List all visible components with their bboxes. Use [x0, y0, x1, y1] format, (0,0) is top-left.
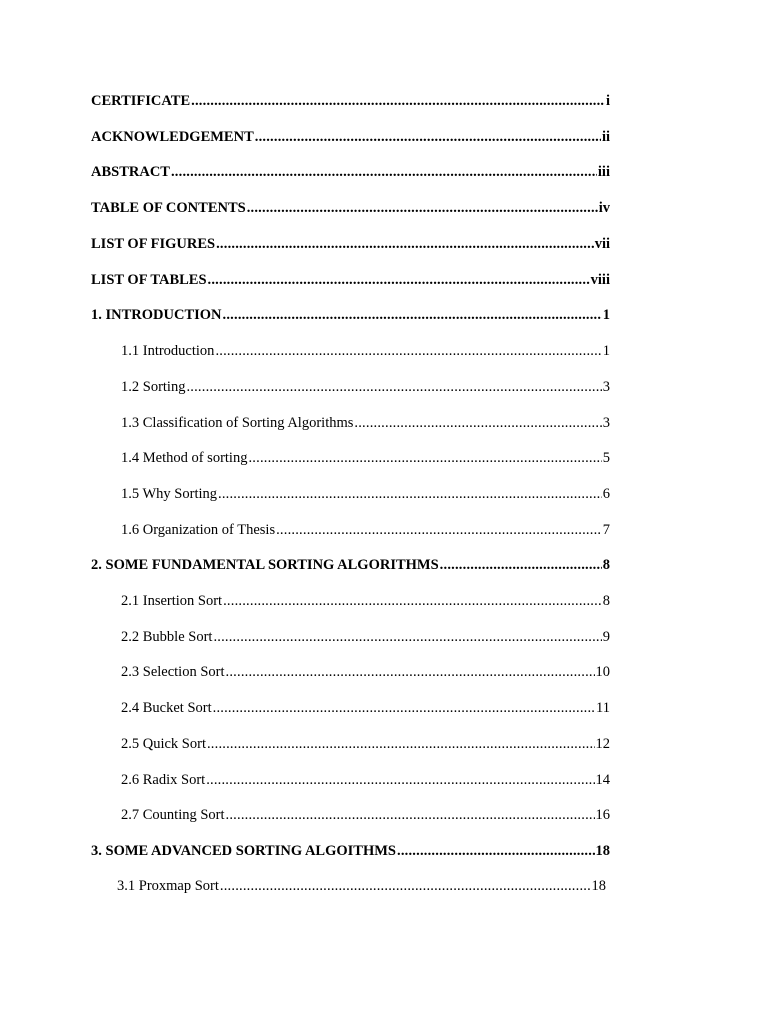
- toc-entry-section-2-5: [121, 734, 610, 754]
- dot-leader: [223, 305, 602, 325]
- toc-entry-page: 16: [595, 807, 610, 823]
- dot-leader: [220, 876, 591, 896]
- toc-entry-title: 2.5 Quick Sort: [121, 736, 206, 752]
- toc-entry-title: TABLE OF CONTENTS: [91, 200, 246, 216]
- toc-entry-page: 18: [591, 878, 606, 894]
- dot-leader: [215, 341, 601, 361]
- toc-entry-section-2-6: [121, 770, 610, 790]
- toc-entry-acknowledgement: [91, 127, 610, 147]
- toc-entry-title: ABSTRACT: [91, 164, 170, 180]
- dot-leader: [171, 162, 597, 182]
- toc-entry-title: 1.2 Sorting: [121, 379, 186, 395]
- toc-entry-title: LIST OF FIGURES: [91, 236, 216, 252]
- toc-entry-title: CERTIFICATE: [91, 93, 191, 109]
- toc-entry-table-of-contents: [91, 198, 610, 218]
- dot-leader: [248, 448, 601, 468]
- toc-entry-list-of-figures: [91, 234, 610, 254]
- dot-leader: [247, 198, 598, 218]
- toc-entry-page: viii: [590, 272, 610, 288]
- toc-entry-title: 2. SOME FUNDAMENTAL SORTING ALGORITHMS: [91, 557, 439, 573]
- dot-leader: [440, 555, 602, 575]
- toc-entry-title: 2.7 Counting Sort: [121, 807, 225, 823]
- dot-leader: [276, 520, 602, 540]
- toc-entry-page: 8: [602, 593, 610, 609]
- toc-entry-section-2-1: [121, 591, 610, 611]
- toc-entry-page: iv: [598, 200, 610, 216]
- dot-leader: [186, 377, 601, 397]
- toc-entry-chapter-1: [91, 305, 610, 325]
- toc-entry-section-2-7: [121, 805, 610, 825]
- toc-entry-abstract: [91, 162, 610, 182]
- dot-leader: [216, 234, 594, 254]
- toc-entry-title: 1.5 Why Sorting: [121, 486, 217, 502]
- dot-leader: [213, 698, 595, 718]
- toc-entry-section-1-2: [121, 377, 610, 397]
- dot-leader: [213, 627, 601, 647]
- toc-entry-page: 7: [602, 522, 610, 538]
- toc-entry-title: 1.6 Organization of Thesis: [121, 522, 276, 538]
- toc-entry-section-2-2: [121, 627, 610, 647]
- toc-entry-section-2-3: [121, 662, 610, 682]
- toc-entry-page: 1: [602, 343, 610, 359]
- toc-entry-page: 11: [596, 700, 610, 716]
- toc-entry-page: 6: [602, 486, 610, 502]
- toc-entry-title: 1.1 Introduction: [121, 343, 215, 359]
- toc-entry-page: 5: [602, 450, 610, 466]
- toc-entry-certificate: [91, 91, 610, 111]
- dot-leader: [226, 662, 595, 682]
- toc-entry-section-3-1: [117, 876, 606, 896]
- toc-entry-title: 1. INTRODUCTION: [91, 307, 222, 323]
- toc-entry-section-1-1: [121, 341, 610, 361]
- dot-leader: [226, 805, 595, 825]
- toc-entry-page: vii: [594, 236, 610, 252]
- dot-leader: [191, 91, 605, 111]
- toc-entry-page: 9: [602, 629, 610, 645]
- toc-entry-title: 1.3 Classification of Sorting Algorithms: [121, 415, 354, 431]
- toc-entry-page: 10: [595, 664, 610, 680]
- toc-entry-title: 1.4 Method of sorting: [121, 450, 248, 466]
- dot-leader: [223, 591, 602, 611]
- toc-entry-page: ii: [601, 129, 610, 145]
- dot-leader: [207, 734, 595, 754]
- dot-leader: [397, 841, 595, 861]
- toc-entry-chapter-3: [91, 841, 610, 861]
- toc-entry-list-of-tables: [91, 270, 610, 290]
- toc-entry-title: ACKNOWLEDGEMENT: [91, 129, 254, 145]
- toc-entry-title: 3. SOME ADVANCED SORTING ALGOITHMS: [91, 843, 396, 859]
- toc-entry-page: iii: [597, 164, 610, 180]
- dot-leader: [218, 484, 602, 504]
- dot-leader: [206, 770, 594, 790]
- toc-entry-title: 2.1 Insertion Sort: [121, 593, 223, 609]
- toc-entry-title: 2.2 Bubble Sort: [121, 629, 213, 645]
- toc-entry-page: 14: [595, 772, 610, 788]
- toc-entry-page: 18: [595, 843, 610, 859]
- toc-entry-section-1-5: [121, 484, 610, 504]
- toc-entry-chapter-2: [91, 555, 610, 575]
- toc-entry-page: 12: [595, 736, 610, 752]
- toc-entry-page: i: [605, 93, 610, 109]
- toc-entry-title: 2.4 Bucket Sort: [121, 700, 212, 716]
- toc-entry-page: 3: [602, 415, 610, 431]
- toc-entry-section-1-4: [121, 448, 610, 468]
- toc-entry-title: 2.3 Selection Sort: [121, 664, 225, 680]
- toc-entry-page: 8: [602, 557, 610, 573]
- toc-entry-section-2-4: [121, 698, 610, 718]
- toc-entry-page: 3: [602, 379, 610, 395]
- toc-entry-title: 2.6 Radix Sort: [121, 772, 206, 788]
- dot-leader: [255, 127, 601, 147]
- dot-leader: [208, 270, 590, 290]
- toc-entry-section-1-3: [121, 413, 610, 433]
- dot-leader: [354, 413, 601, 433]
- toc-entry-page: 1: [602, 307, 610, 323]
- toc-entry-title: LIST OF TABLES: [91, 272, 207, 288]
- toc-entry-title: 3.1 Proxmap Sort: [117, 878, 219, 894]
- toc-entry-section-1-6: [121, 520, 610, 540]
